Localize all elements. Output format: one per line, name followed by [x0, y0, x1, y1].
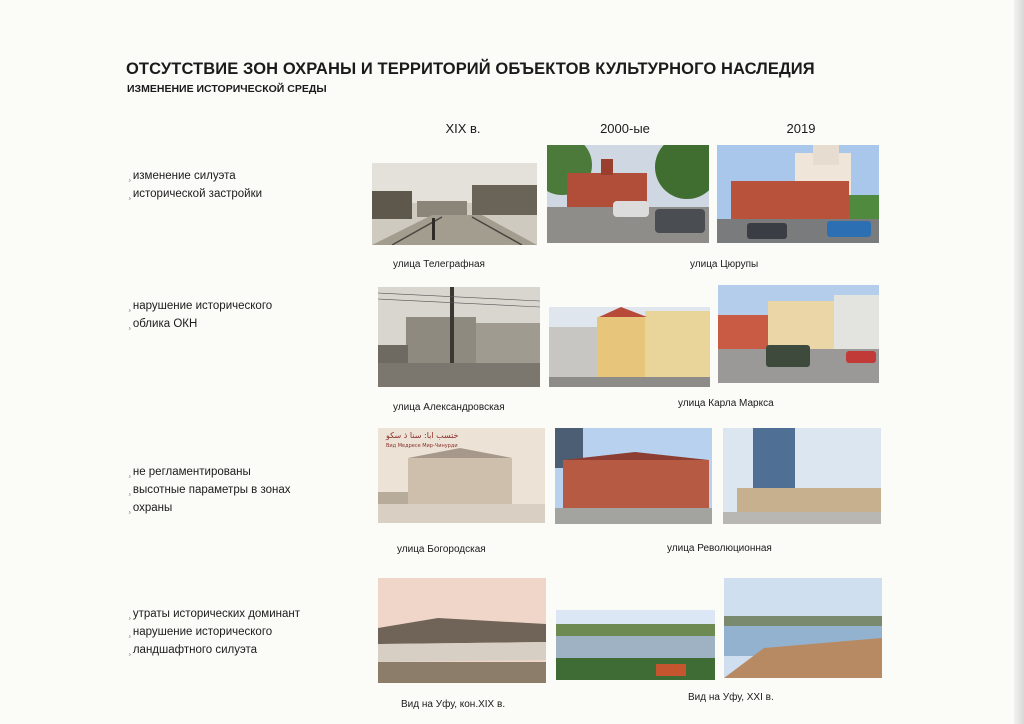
- page-subtitle: ИЗМЕНЕНИЕ ИСТОРИЧЕСКОЙ СРЕДЫ: [127, 83, 327, 95]
- photo-aleksandrovskaya-xix: [378, 287, 540, 387]
- scan-edge: [1014, 0, 1024, 724]
- script-caption-cyrillic: Вид Медресе Мир-Чинурди: [386, 443, 458, 449]
- caption-karla-marksa: улица Карла Маркса: [678, 398, 774, 409]
- row-label-silhouette: ¸ изменение силуэта ¸ исторической застройки: [128, 167, 328, 203]
- photo-karla-marksa-2000s: [549, 307, 710, 387]
- row-label-lost-dominants: ¸ утраты исторических доминант ¸ нарушение исторического ¸ ландшафтного силуэта: [128, 605, 328, 659]
- column-header-xix: XIX в.: [445, 121, 481, 136]
- caption-tsyurupy: улица Цюрупы: [690, 259, 759, 270]
- column-header-2000s: 2000-ые: [600, 121, 650, 136]
- caption-bogorodskaya: улица Богородская: [397, 544, 486, 555]
- script-caption-arabic: ختسب ابا: سنا ذ سكو: [386, 431, 459, 440]
- photo-ufa-view-xix: [378, 578, 546, 683]
- caption-aleksandrovskaya: улица Александровская: [393, 402, 505, 413]
- page-title: ОТСУТСТВИЕ ЗОН ОХРАНЫ И ТЕРРИТОРИЙ ОБЪЕКТОВ КУЛЬТУРНОГО НАСЛЕДИЯ: [126, 60, 815, 78]
- photo-karla-marksa-2019: [718, 285, 879, 383]
- row-label-okn-appearance: ¸ нарушение исторического ¸ облика ОКН: [128, 297, 328, 333]
- caption-ufa-xxi: Вид на Уфу, XXI в.: [688, 692, 774, 703]
- photo-revolyutsionnaya-2019: [723, 428, 881, 524]
- photo-revolyutsionnaya-2000s: [555, 428, 712, 524]
- caption-revolyutsionnaya: улица Революционная: [667, 543, 772, 554]
- photo-tsyurupy-2000s: [547, 145, 709, 243]
- photo-ufa-view-xxi-a: [556, 610, 715, 680]
- photo-ufa-view-xxi-b: [724, 578, 882, 678]
- caption-ufa-xix: Вид на Уфу, кон.XIX в.: [401, 699, 506, 710]
- row-label-height-parameters: ¸ не регламентированы ¸ высотные параметры в зонах ¸ охраны: [128, 463, 328, 517]
- column-header-2019: 2019: [786, 121, 816, 136]
- photo-tsyurupy-2019: [717, 145, 879, 243]
- photo-bogorodskaya-xix: [378, 428, 545, 523]
- photo-telegrafnaya-xix: [372, 163, 537, 245]
- caption-telegrafnaya: улица Телеграфная: [393, 259, 485, 270]
